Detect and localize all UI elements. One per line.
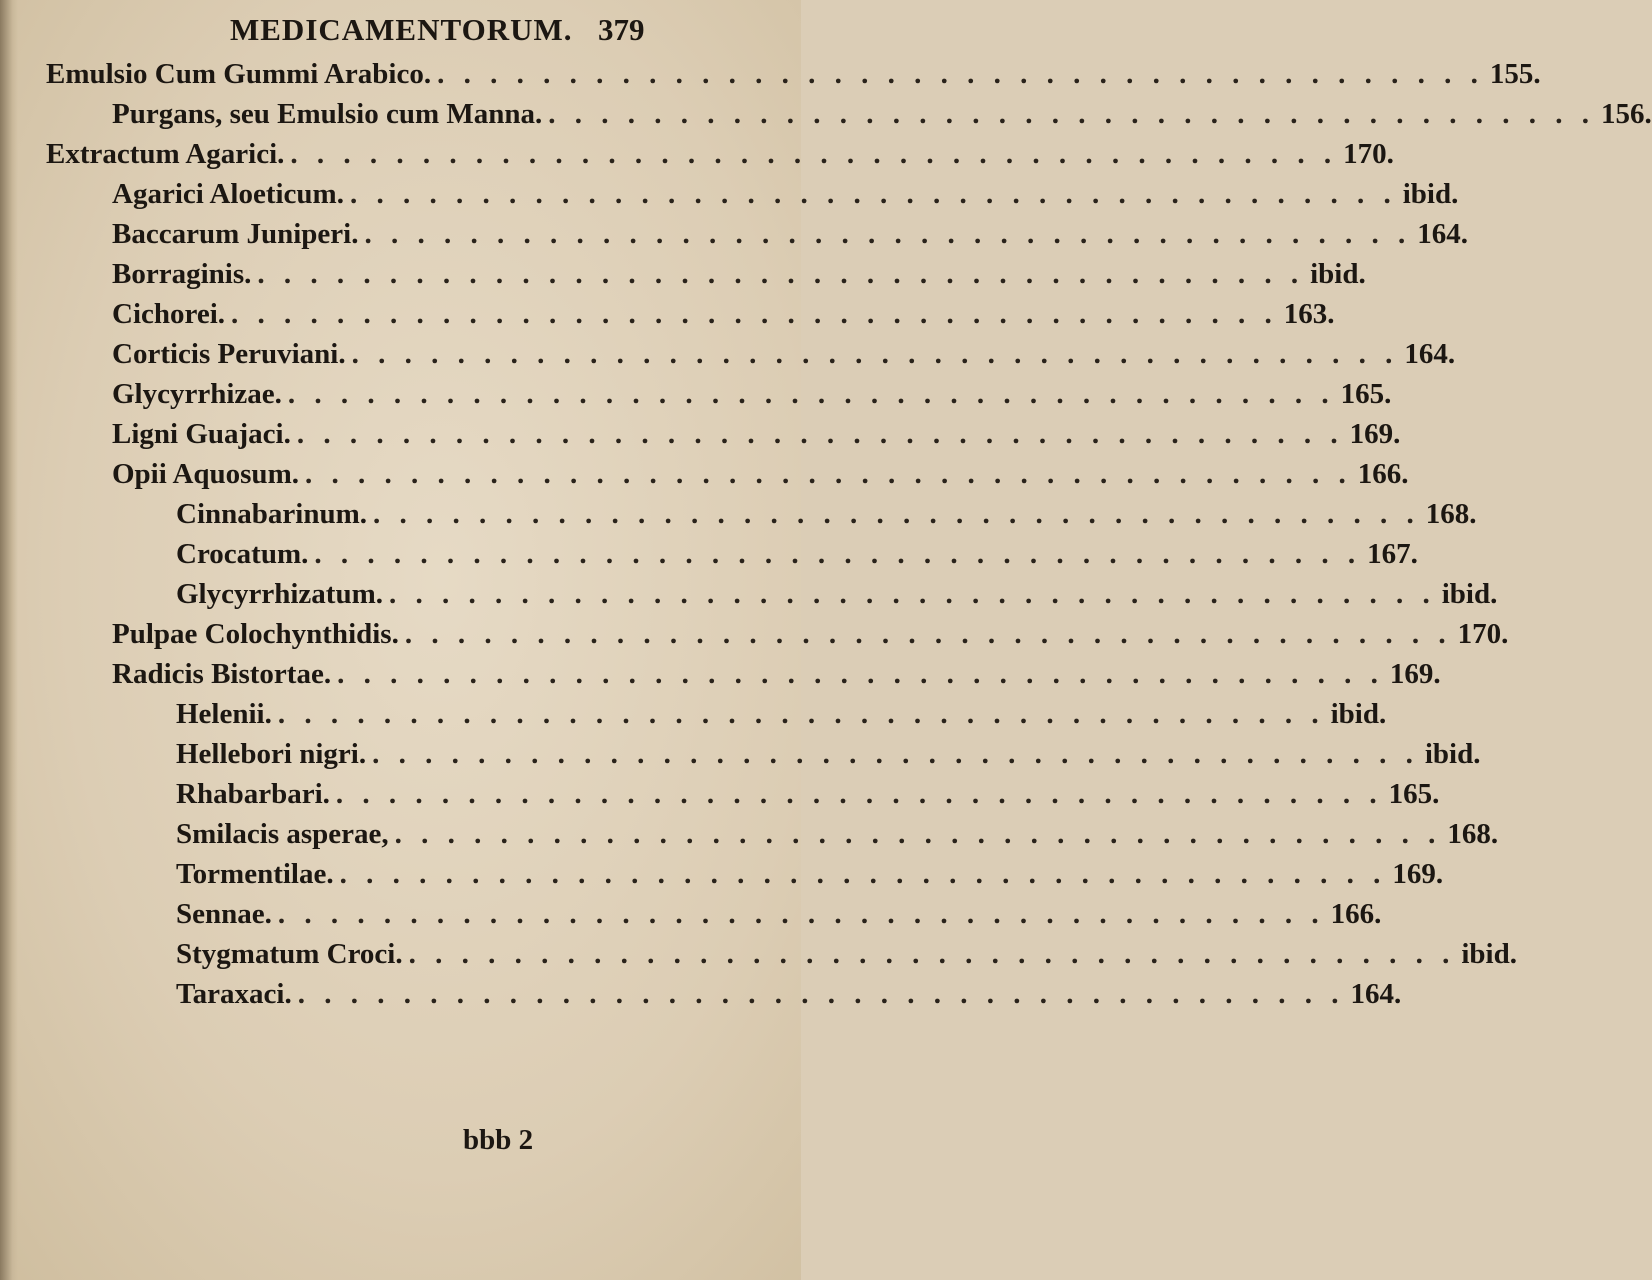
index-entry bbox=[112, 218, 1468, 254]
entry-name: Crocatum. bbox=[176, 538, 309, 570]
entry-page-ref: ibid. bbox=[1310, 258, 1366, 290]
index-entry bbox=[176, 698, 1387, 734]
entry-name: Sennae. bbox=[176, 898, 272, 930]
entry-page-ref: 169. bbox=[1389, 658, 1441, 690]
index-entry bbox=[112, 418, 1401, 454]
dot-leader: . . . . . . . . . . . . . . . . . . . . . . . . . . . . . . . . . . . . . . . . bbox=[297, 978, 1345, 1010]
dot-leader: . . . . . . . . . . . . . . . . . . . . . . . . . . . . . . . . . . . . . . . . bbox=[304, 458, 1352, 490]
entry-page-ref: 170. bbox=[1343, 138, 1394, 170]
entry-name: Hellebori nigri. bbox=[176, 738, 367, 770]
index-entry bbox=[112, 378, 1392, 414]
dot-leader: . . . . . . . . . . . . . . . . . . . . . . . . . . . . . . . . . . . . . . . . bbox=[277, 898, 1325, 930]
page-gutter-shadow bbox=[0, 0, 18, 1280]
running-title: MEDICAMENTORUM. bbox=[230, 12, 573, 47]
dot-leader: . . . . . . . . . . . . . . . . . . . . . . . . . . . . . . . . . . . . . . . . bbox=[388, 578, 1436, 610]
entry-page-ref: ibid. bbox=[1402, 178, 1459, 210]
index-entry bbox=[112, 298, 1335, 334]
dot-leader: . . . . . . . . . . . . . . . . . . . . . . . . . . . . . . . . . . . . . . . . bbox=[404, 618, 1452, 650]
dot-leader: . . . . . . . . . . . . . . . . . . . . . . . . . . . . . . . . . . . . . . . . bbox=[335, 778, 1383, 810]
dot-leader: . . . . . . . . . . . . . . . . . . . . . . . . . . . . . . . . . . . . . . . . bbox=[349, 178, 1397, 210]
entry-page-ref: 167. bbox=[1367, 538, 1418, 570]
index-entry bbox=[46, 138, 1394, 174]
entry-name: Corticis Peruviani. bbox=[112, 338, 346, 370]
entry-page-ref: 156. bbox=[1600, 98, 1652, 130]
entry-name: Tormentilae. bbox=[176, 858, 334, 890]
dot-leader: . . . . . . . . . . . . . . . . . . . . . . . . . . . . . . . . . . . . . . . . bbox=[437, 58, 1484, 90]
index-entry bbox=[112, 338, 1456, 374]
entry-page-ref: 169. bbox=[1392, 858, 1444, 890]
dot-leader: . . . . . . . . . . . . . . . . . . . . . . . . . . . . . . . . . . . . . . . . bbox=[314, 538, 1362, 570]
index-entry bbox=[112, 618, 1509, 654]
index-entry bbox=[176, 538, 1418, 574]
entry-page-ref: 164. bbox=[1350, 978, 1402, 1010]
entry-name: Stygmatum Croci. bbox=[176, 938, 403, 970]
dot-leader: . . . . . . . . . . . . . . . . . . . . . . . . . . . . . . . . . . . . . . . . bbox=[351, 338, 1399, 370]
index-entry bbox=[176, 858, 1444, 894]
entry-name: Extractum Agarici. bbox=[46, 138, 285, 170]
dot-leader: . . . . . . . . . . . . . . . . . . . . . . . . . . . . . . . . . . . . . . . . bbox=[296, 418, 1344, 450]
dot-leader: . . . . . . . . . . . . . . . . . . . . . . . . . . . . . . . . . . . . . . . . bbox=[257, 258, 1305, 290]
entry-name: Radicis Bistortae. bbox=[112, 658, 332, 690]
entry-page-ref: 169. bbox=[1349, 418, 1401, 450]
entry-name: Purgans, seu Emulsio cum Manna. bbox=[112, 98, 543, 130]
index-entry bbox=[112, 458, 1409, 494]
entry-name: Rhabarbari. bbox=[176, 778, 330, 810]
entry-name: Cichorei. bbox=[112, 298, 226, 330]
dot-leader: . . . . . . . . . . . . . . . . . . . . . . . . . . . . . . . . . . . . . . . . bbox=[364, 218, 1412, 250]
index-entry bbox=[112, 258, 1366, 294]
dot-leader: . . . . . . . . . . . . . . . . . . . . . . . . . . . . . . . . . . . . . . . . bbox=[372, 498, 1420, 530]
index-entry bbox=[176, 498, 1477, 534]
entry-name: Glycyrrhizae. bbox=[112, 378, 282, 410]
dot-leader: . . . . . . . . . . . . . . . . . . . . . . . . . . . . . . . . . . . . . . . . bbox=[372, 738, 1419, 770]
entry-page-ref: 165. bbox=[1388, 778, 1440, 810]
entry-page-ref: 165. bbox=[1340, 378, 1392, 410]
entry-name: Baccarum Juniperi. bbox=[112, 218, 359, 250]
signature-mark: bbb 2 bbox=[463, 1124, 534, 1156]
index-entry bbox=[176, 978, 1402, 1014]
index-entry bbox=[176, 938, 1517, 974]
entry-page-ref: 155. bbox=[1489, 58, 1541, 90]
entry-name: Emulsio Cum Gummi Arabico. bbox=[46, 58, 432, 90]
page-number: 379 bbox=[598, 12, 645, 47]
entry-page-ref: ibid. bbox=[1461, 938, 1517, 970]
entry-page-ref: 163. bbox=[1283, 298, 1335, 330]
dot-leader: . . . . . . . . . . . . . . . . . . . . . . . . . . . . . . . . . . . . . . . . bbox=[394, 818, 1442, 850]
entry-name: Borraginis. bbox=[112, 258, 252, 290]
entry-page-ref: ibid. bbox=[1424, 738, 1481, 770]
entry-name: Agarici Aloeticum. bbox=[112, 178, 344, 210]
entry-page-ref: 164. bbox=[1404, 338, 1456, 370]
page-header bbox=[0, 8, 801, 56]
index-entry bbox=[176, 738, 1481, 774]
index-entry bbox=[112, 178, 1459, 214]
entry-name: Pulpae Colochynthidis. bbox=[112, 618, 399, 650]
index-entry bbox=[176, 818, 1499, 854]
index-entry bbox=[176, 778, 1440, 814]
index-entry bbox=[112, 658, 1441, 694]
entry-name: Glycyrrhizatum. bbox=[176, 578, 383, 610]
entry-page-ref: 168. bbox=[1425, 498, 1477, 530]
index-entry bbox=[46, 58, 1541, 94]
index-entry bbox=[176, 898, 1382, 934]
index-entry bbox=[112, 98, 1652, 134]
entry-name: Smilacis asperae, bbox=[176, 818, 389, 850]
dot-leader: . . . . . . . . . . . . . . . . . . . . . . . . . . . . . . . . . . . . . . . . bbox=[290, 138, 1338, 170]
entry-page-ref: 168. bbox=[1447, 818, 1499, 850]
dot-leader: . . . . . . . . . . . . . . . . . . . . . . . . . . . . . . . . . . . . . . . . bbox=[231, 298, 1278, 330]
dot-leader: . . . . . . . . . . . . . . . . . . . . . . . . . . . . . . . . . . . . . . . . bbox=[277, 698, 1325, 730]
entry-name: Helenii. bbox=[176, 698, 272, 730]
dot-leader: . . . . . . . . . . . . . . . . . . . . . . . . . . . . . . . . . . . . . . . . bbox=[339, 858, 1387, 890]
dot-leader: . . . . . . . . . . . . . . . . . . . . . . . . . . . . . . . . . . . . . . . . bbox=[548, 98, 1595, 130]
entry-page-ref: 166. bbox=[1357, 458, 1409, 490]
dot-leader: . . . . . . . . . . . . . . . . . . . . . . . . . . . . . . . . . . . . . . . . bbox=[408, 938, 1456, 970]
entry-page-ref: 166. bbox=[1330, 898, 1382, 930]
entry-page-ref: 170. bbox=[1457, 618, 1509, 650]
entry-page-ref: ibid. bbox=[1441, 578, 1498, 610]
entry-name: Taraxaci. bbox=[176, 978, 292, 1010]
entry-name: Cinnabarinum. bbox=[176, 498, 367, 530]
index-entry bbox=[176, 578, 1498, 614]
dot-leader: . . . . . . . . . . . . . . . . . . . . . . . . . . . . . . . . . . . . . . . . bbox=[287, 378, 1335, 410]
entry-name: Ligni Guajaci. bbox=[112, 418, 291, 450]
entry-name: Opii Aquosum. bbox=[112, 458, 299, 490]
entry-page-ref: ibid. bbox=[1330, 698, 1387, 730]
entry-page-ref: 164. bbox=[1417, 218, 1468, 250]
dot-leader: . . . . . . . . . . . . . . . . . . . . . . . . . . . . . . . . . . . . . . . . bbox=[337, 658, 1384, 690]
